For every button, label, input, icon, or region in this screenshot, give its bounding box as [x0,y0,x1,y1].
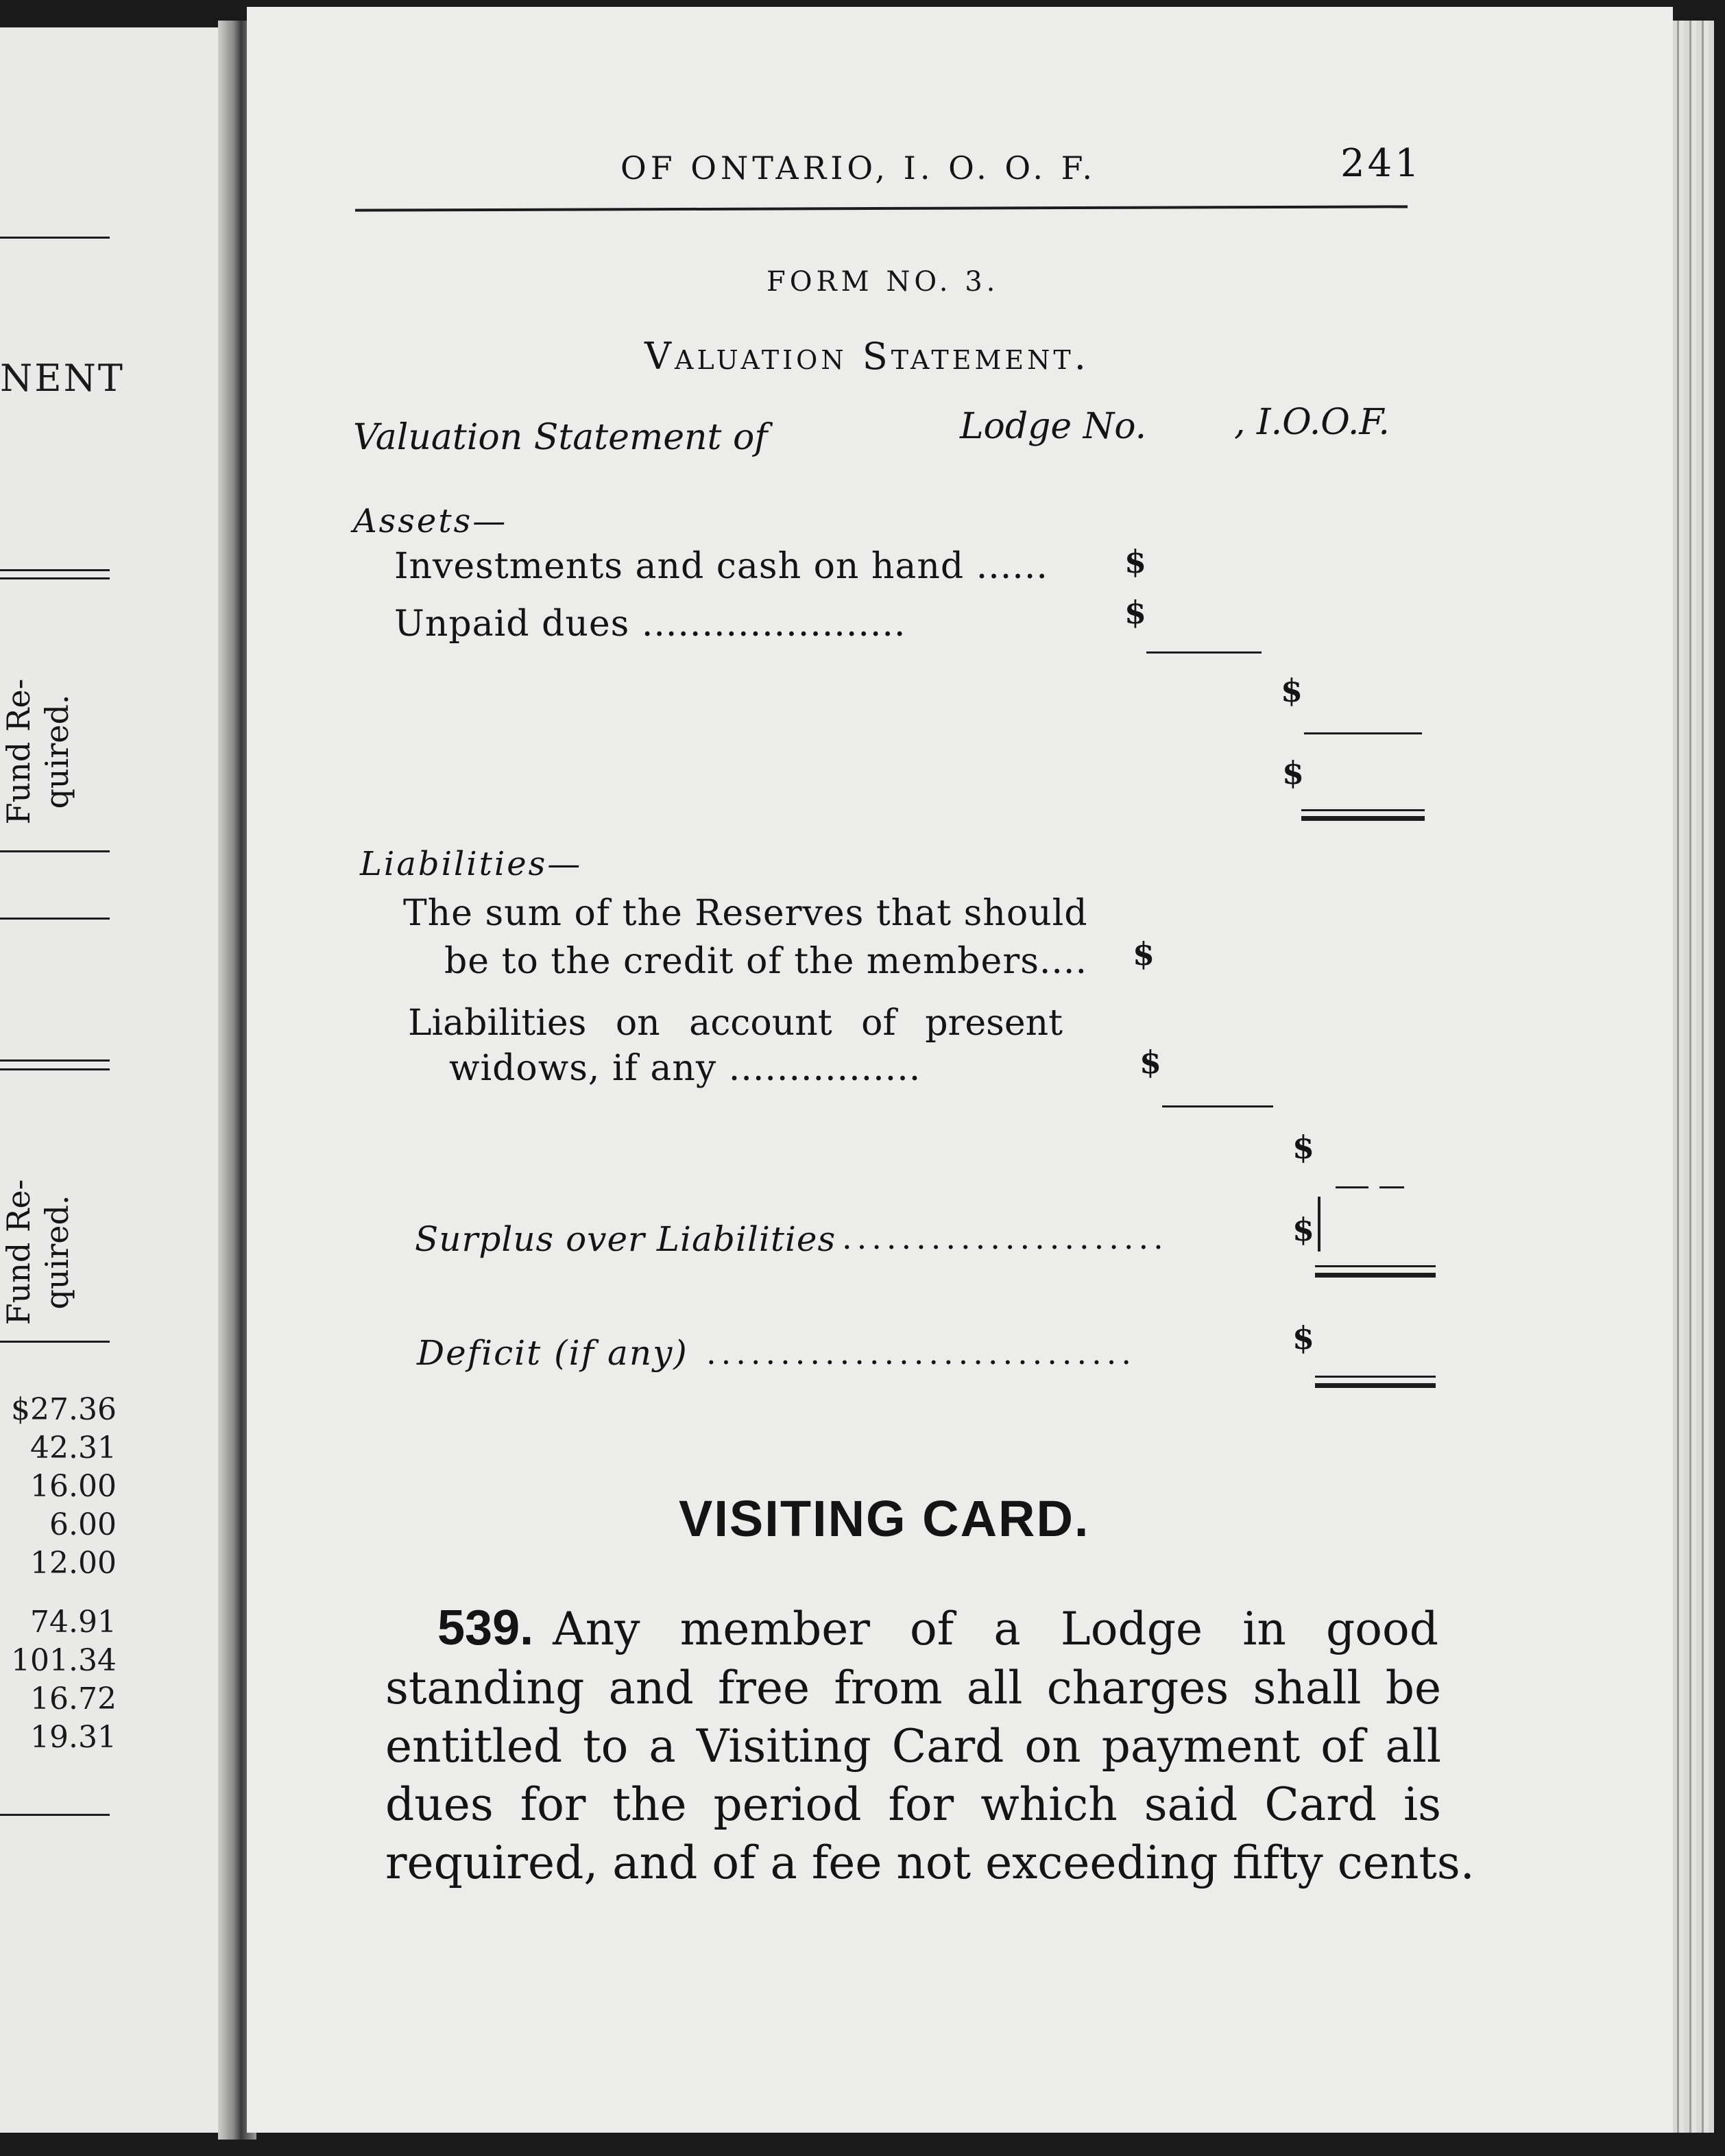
page-number: 241 [1340,141,1422,186]
lodge-no-label: Lodge No. [960,406,1147,447]
assets-heading: Assets— [353,502,508,540]
total-double-rule [1301,816,1425,821]
currency-symbol: $ [1124,594,1147,631]
fund-value: 101.34 [11,1643,117,1678]
deficit-double-rule [1315,1383,1436,1388]
deficit-double-rule [1315,1376,1436,1378]
currency-symbol: $ [1292,1129,1315,1166]
left-page-rule [0,237,110,239]
surplus-label: Surplus over Liabilities [415,1219,836,1259]
bracket-rule [1318,1197,1320,1251]
fund-value: 6.00 [49,1507,117,1542]
currency-symbol: $ [1282,754,1305,791]
surplus-double-rule [1315,1265,1436,1267]
running-title: OF ONTARIO, I. O. O. F. [620,149,1096,187]
liabilities-heading: Liabilities— [360,845,583,883]
left-facing-page [0,27,226,2133]
body-text-line: standing and free from all charges shall be [385,1662,1441,1714]
section-heading: VISITING CARD. [679,1490,1090,1547]
left-page-rule [0,1059,110,1062]
left-page-rule [0,1814,110,1816]
fund-value: 42.31 [30,1430,117,1465]
liabilities-item-reserves-line-2: be to the credit of the members.... [444,941,1087,982]
liabilities-item-widows-line-1: Liabilities on account of present [408,1003,1063,1044]
currency-symbol: $ [1292,1211,1315,1248]
total-double-rule [1301,809,1425,811]
left-page-rule [0,850,110,852]
body-text-line: required, and of a fee not exceeding fifty cents. [385,1836,1475,1889]
currency-symbol: $ [1281,672,1303,709]
fund-required-column-header: Fund Re- quired. [0,1179,75,1326]
left-page-heading-fragment: NENT [0,357,125,400]
fund-value: 16.00 [30,1469,117,1504]
liabilities-item-reserves-line-1: The sum of the Reserves that should [403,893,1088,934]
assets-item-investments: Investments and cash on hand ...... [394,546,1048,587]
liabilities-item-widows-line-2: widows, if any ................ [449,1048,921,1089]
rule-number: 539. [437,1601,534,1655]
currency-symbol: $ [1133,935,1155,972]
form-number: FORM NO. 3. [767,266,1000,298]
left-page-rule [0,1068,110,1070]
section-first-line [437,1599,1438,1658]
body-text-line: dues for the period for which said Card is [385,1778,1441,1831]
body-text-line: entitled to a Visiting Card on payment of all [385,1720,1441,1773]
left-page-rule [0,569,110,571]
deficit-label: Deficit (if any) [417,1333,688,1373]
fund-value: 12.00 [30,1546,117,1581]
total-rule [1336,1186,1368,1188]
fund-value: $27.36 [11,1392,117,1427]
total-rule [1304,732,1422,734]
left-page-rule [0,1341,110,1343]
subtotal-rule [1162,1105,1273,1107]
currency-symbol: $ [1124,543,1147,580]
surplus-leader-dots: ...................... [842,1219,1168,1256]
fund-value: 19.31 [30,1720,117,1755]
assets-item-unpaid-dues: Unpaid dues ...................... [394,603,906,645]
fund-value: 16.72 [30,1681,117,1716]
currency-symbol: $ [1139,1044,1162,1081]
total-rule [1379,1186,1404,1188]
deficit-leader-dots: ............................. [706,1334,1137,1372]
ioof-label: , I.O.O.F. [1234,402,1390,443]
body-text-line: Any member of a Lodge in good [553,1603,1438,1655]
left-page-rule [0,577,110,579]
left-page-rule [0,918,110,920]
currency-symbol: $ [1292,1319,1315,1356]
surplus-double-rule [1315,1273,1436,1278]
subtotal-rule [1146,651,1262,654]
fund-required-column-header: Fund Re- quired. [0,678,75,825]
fund-value: 74.91 [30,1605,117,1640]
valuation-statement-of-label: Valuation Statement of [353,417,768,458]
form-title: Valuation Statement. [644,335,1089,378]
